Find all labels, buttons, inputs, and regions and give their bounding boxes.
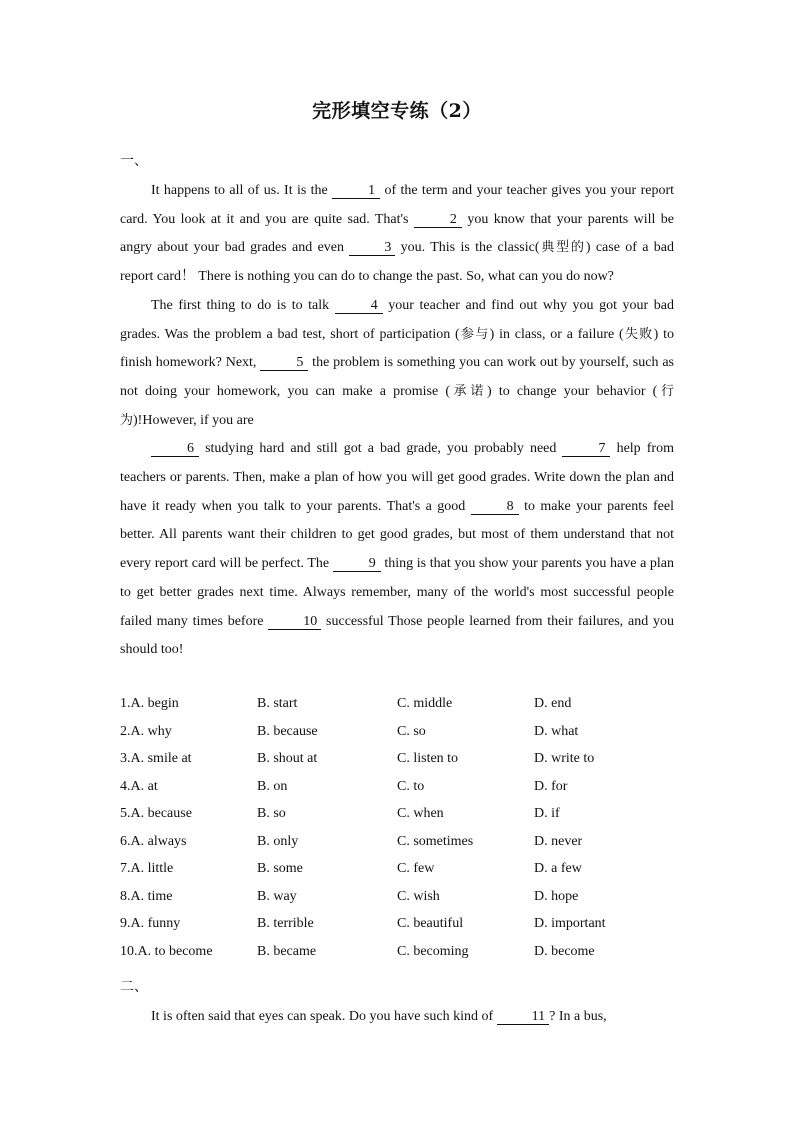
blank-1: 1 — [332, 183, 380, 199]
option-row-4 — [120, 779, 680, 807]
option-row-8 — [120, 889, 680, 917]
blank-5: 5 — [260, 355, 308, 371]
text-run: to make your parents feel better. All parents want their children to get good grades, but most of them understand that not every report card will be perfect. The — [120, 498, 675, 572]
option-row-5 — [120, 806, 680, 834]
text-run: )!However, if you are — [133, 412, 254, 428]
blank-3: 3 — [349, 240, 395, 256]
text-run: successful Those people learned from their failures, and you should too! — [120, 613, 674, 658]
option-row-9 — [120, 916, 680, 944]
option-a: 1.A. begin — [120, 696, 179, 711]
option-d: D. hope — [534, 888, 579, 904]
text-run: thing is that you show your parents you have a plan to get better grades next time. Always remember, many of the world's most successful people failed many times before — [120, 556, 675, 629]
option-b: B. only — [257, 833, 299, 849]
text-run: your teacher and find out why you got your bad grades. Was the problem a bad test, short of participation ( — [120, 297, 674, 342]
section-heading-2: 二、 — [120, 979, 148, 995]
blank-6: 6 — [151, 441, 199, 457]
chinese-gloss: 失败 — [623, 326, 654, 342]
blank-9: 9 — [333, 556, 381, 572]
answer-options — [120, 696, 680, 971]
option-d: D. never — [534, 833, 583, 849]
option-c: C. beautiful — [397, 916, 464, 931]
page-title: 完形填空专练（2） — [312, 100, 482, 122]
text-run: help from teachers or parents. Then, make a plan of how you will get good grades. Write down the plan and have it ready when you talk to your parents. That's a good — [120, 441, 674, 514]
blank-2: 2 — [414, 212, 462, 228]
option-row-10 — [120, 944, 680, 972]
text-run: you. This is the classic( — [395, 240, 540, 256]
option-a: 3.A. smile at — [120, 751, 192, 766]
option-c: C. middle — [397, 696, 453, 711]
option-a: 6.A. always — [120, 833, 187, 849]
option-a: 4.A. at — [120, 778, 158, 794]
chinese-gloss: 行为 — [120, 383, 674, 428]
option-c: C. listen to — [397, 751, 459, 766]
option-d: D. important — [534, 916, 606, 931]
blank-8: 8 — [471, 499, 519, 515]
option-b: B. shout at — [257, 751, 318, 766]
option-row-6 — [120, 834, 680, 862]
option-b: B. start — [257, 696, 298, 711]
section-heading-1: 一、 — [120, 153, 148, 169]
option-c: C. few — [397, 861, 435, 876]
option-a: 5.A. because — [120, 806, 192, 821]
option-d: D. end — [534, 696, 572, 711]
option-a: 8.A. time — [120, 888, 173, 904]
option-d: D. what — [534, 723, 579, 739]
option-c: C. so — [397, 723, 426, 739]
option-a: 10.A. to become — [120, 943, 213, 959]
text-run: It is often said that eyes can speak. Do you have such kind of — [151, 1009, 497, 1024]
passage-2 — [120, 1003, 674, 1031]
chinese-gloss: 承诺 — [450, 383, 488, 399]
option-row-1 — [120, 696, 680, 724]
option-b: B. became — [257, 943, 317, 959]
blank-10: 10 — [268, 614, 321, 630]
option-a: 9.A. funny — [120, 916, 181, 931]
paragraph-3 — [120, 435, 674, 665]
passage-1 — [120, 177, 674, 665]
option-c: C. wish — [397, 888, 440, 904]
option-b: B. terrible — [257, 916, 314, 931]
option-c: C. sometimes — [397, 833, 474, 849]
paragraph-2 — [120, 292, 674, 436]
option-d: D. a few — [534, 861, 582, 876]
option-row-2 — [120, 724, 680, 752]
text-run: you know that your parents will be angry about your bad grades and even — [120, 211, 674, 256]
option-a: 7.A. little — [120, 861, 174, 876]
text-run: ) case of a bad report card！ There is nothing you can do to change the past. So, what can you do now? — [120, 240, 674, 285]
option-b: B. on — [257, 778, 288, 794]
text-run: ) to finish homework? Next, — [120, 326, 674, 371]
option-row-7 — [120, 861, 680, 889]
option-b: B. so — [257, 806, 286, 821]
text-run: the problem is something you can work out by yourself, such as not doing your homework, you can make a promise ( — [120, 355, 674, 399]
blank-11: 11 — [497, 1009, 549, 1025]
blank-4: 4 — [335, 298, 383, 314]
text-run: ) in class, or a failure ( — [489, 326, 624, 342]
option-row-3 — [120, 751, 680, 779]
text-run: ) to change your behavior ( — [487, 383, 658, 399]
text-run: ? In a bus, — [549, 1009, 607, 1024]
paragraph-1 — [120, 177, 674, 292]
chinese-gloss: 典型的 — [539, 240, 586, 256]
option-b: B. some — [257, 861, 303, 876]
option-d: D. become — [534, 943, 595, 959]
option-d: D. write to — [534, 751, 595, 766]
text-run: It happens to all of us. It is the — [151, 183, 333, 198]
option-d: D. for — [534, 778, 568, 794]
text-run: studying hard and still got a bad grade, you probably need — [199, 441, 563, 457]
chinese-gloss: 参与 — [459, 326, 490, 342]
option-c: C. when — [397, 806, 444, 821]
text-run: of the term and your teacher gives you your report card. You look at it and you are quite sad. That's — [120, 183, 674, 227]
option-d: D. if — [534, 806, 560, 821]
option-c: C. becoming — [397, 943, 469, 959]
text-run: The first thing to do is to talk — [151, 297, 335, 313]
option-b: B. way — [257, 888, 297, 904]
option-b: B. because — [257, 723, 318, 739]
option-c: C. to — [397, 778, 425, 794]
blank-7: 7 — [562, 441, 610, 457]
paragraph-4 — [120, 1003, 674, 1031]
option-a: 2.A. why — [120, 723, 172, 739]
